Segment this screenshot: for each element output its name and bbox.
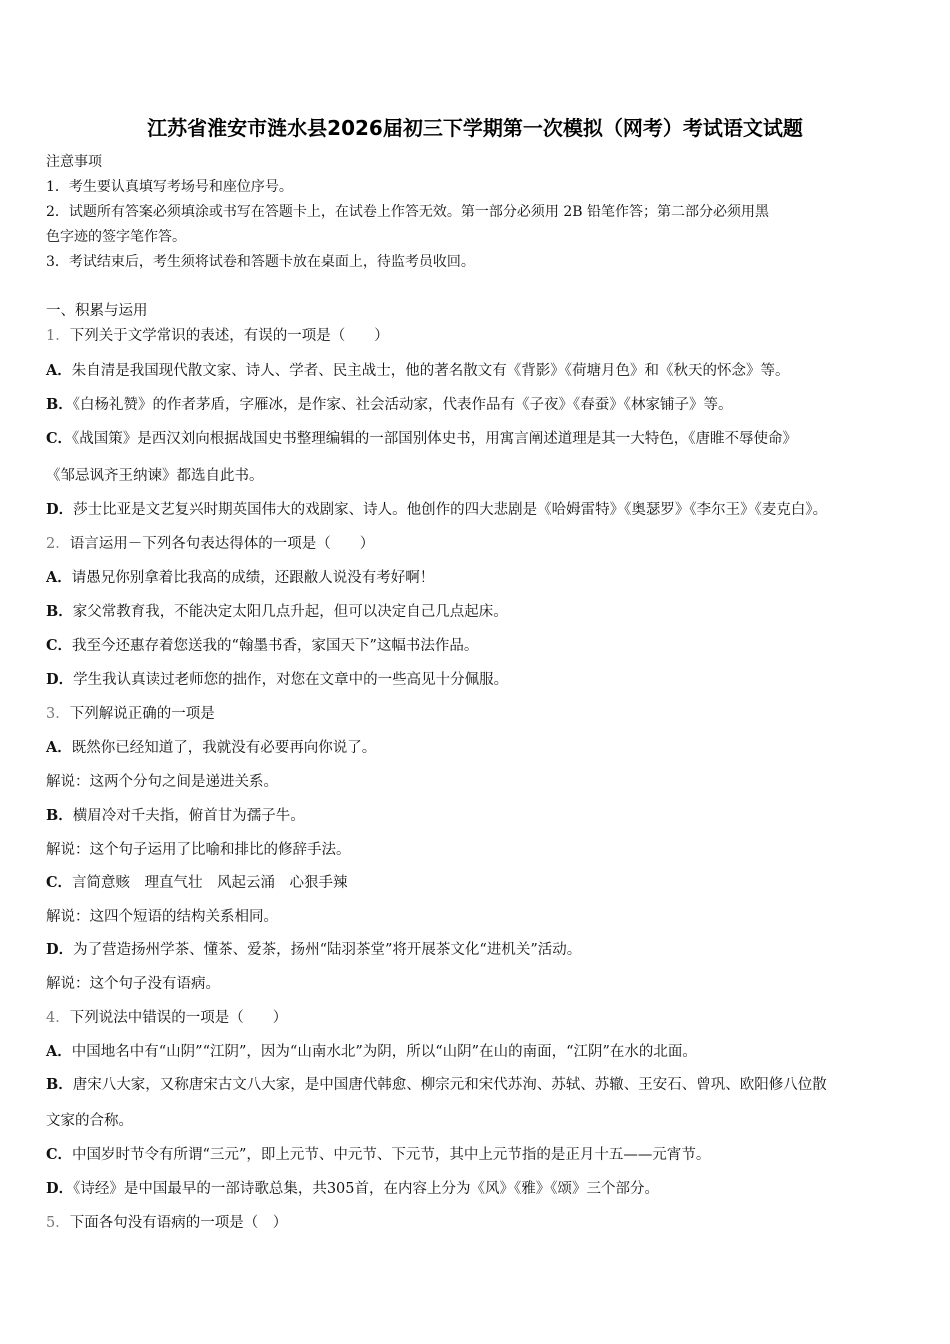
question-2-stem xyxy=(46,534,374,554)
option-label: D． xyxy=(46,1180,74,1197)
option-label: C． xyxy=(46,874,73,891)
question-number: 5． xyxy=(46,1215,70,1231)
option-text: 请愚兄你别拿着比我高的成绩，还跟敝人说没有考好啊！ xyxy=(71,570,435,586)
q3-option-b xyxy=(46,806,305,826)
q4-option-c xyxy=(46,1145,710,1165)
option-label: D． xyxy=(46,671,74,688)
option-label: D． xyxy=(46,941,74,958)
q2-option-a xyxy=(46,568,434,588)
question-number: 3． xyxy=(46,706,70,722)
q1-option-d xyxy=(46,500,827,520)
q2-option-c xyxy=(46,636,478,656)
option-text: 中国岁时节令有所谓“三元”，即上元节、中元节、下元节，其中上元节指的是正月十五——元宵节。 xyxy=(72,1147,711,1163)
q4-option-b-cont: 文家的合称。 xyxy=(46,1113,133,1129)
q1-option-b xyxy=(46,395,733,415)
q2-option-b xyxy=(46,602,508,622)
notice-item-1: 1．考生要认真填写考场号和座位序号。 xyxy=(46,179,293,195)
notice-item-2-cont: 色字迹的签字笔作答。 xyxy=(46,229,186,245)
q1-option-a xyxy=(46,361,790,381)
question-text: 下列解说正确的一项是 xyxy=(69,706,215,722)
option-label: B． xyxy=(46,603,73,620)
option-text: 我至今还惠存着您送我的“翰墨书香，家国天下”这幅书法作品。 xyxy=(72,638,479,654)
q3-option-a-explanation: 解说：这两个分句之间是递进关系。 xyxy=(46,774,278,790)
q3-option-c xyxy=(46,873,348,893)
option-label: C． xyxy=(46,637,73,654)
q1-option-c-cont: 《邹忌讽齐王纳谏》都选自此书。 xyxy=(46,468,264,484)
option-text: 家父常教育我，不能决定太阳几点升起，但可以决定自己几点起床。 xyxy=(72,604,508,620)
question-text: 语言运用－下列各句表达得体的一项是（ ） xyxy=(69,536,375,552)
question-text: 下列关于文学常识的表述，有误的一项是（ ） xyxy=(69,328,389,344)
option-label: A． xyxy=(46,739,72,756)
question-5-stem xyxy=(46,1213,287,1233)
notice-heading: 注意事项 xyxy=(46,154,102,170)
question-number: 1． xyxy=(46,328,70,344)
q3-option-b-explanation: 解说：这个句子运用了比喻和排比的修辞手法。 xyxy=(46,842,351,858)
option-text: 唐宋八大家，又称唐宋古文八大家，是中国唐代韩愈、柳宗元和宋代苏洵、苏轼、苏辙、王安石、曾巩、欧阳修八位散 xyxy=(72,1077,827,1093)
section-heading: 一、积累与运用 xyxy=(46,303,148,319)
option-label: C． xyxy=(46,1146,73,1163)
option-label: A． xyxy=(46,1043,72,1060)
notice-item-2: 2．试题所有答案必须填涂或书写在答题卡上，在试卷上作答无效。第一部分必须用 2B 铅笔作答；第二部分必须用黑 xyxy=(46,204,769,220)
q4-option-b xyxy=(46,1075,827,1095)
option-text: 《战国策》是西汉刘向根据战国史书整理编辑的一部国别体史书，用寓言阐述道理是其一大特色，《唐睢不辱使命》 xyxy=(72,431,798,447)
q3-option-a xyxy=(46,738,376,758)
question-text: 下列说法中错误的一项是（ ） xyxy=(69,1010,288,1026)
exam-title: 江苏省淮安市涟水县2026届初三下学期第一次模拟（网考）考试语文试题 xyxy=(147,116,803,140)
q3-option-c-explanation: 解说：这四个短语的结构关系相同。 xyxy=(46,909,278,925)
option-text: 朱自清是我国现代散文家、诗人、学者、民主战士，他的著名散文有《背影》《荷塘月色》和《秋天的怀念》等。 xyxy=(71,363,790,379)
q4-option-d xyxy=(46,1179,659,1199)
option-label: B． xyxy=(46,807,73,824)
option-label: A． xyxy=(46,569,72,586)
q3-option-d xyxy=(46,940,581,960)
option-label: D． xyxy=(46,501,74,518)
option-label: B． xyxy=(46,396,73,413)
question-text: 下面各句没有语病的一项是（ ） xyxy=(69,1215,288,1231)
option-text: 《诗经》是中国最早的一部诗歌总集，共305首，在内容上分为《风》《雅》《颂》三个部分。 xyxy=(73,1181,660,1197)
option-text: 既然你已经知道了，我就没有必要再向你说了。 xyxy=(71,740,377,756)
option-text: 横眉冷对千夫指，俯首甘为孺子牛。 xyxy=(72,808,305,824)
option-label: A． xyxy=(46,362,72,379)
q3-option-d-explanation: 解说：这个句子没有语病。 xyxy=(46,976,220,992)
option-text: 中国地名中有“山阴”“江阴”，因为“山南水北”为阴，所以“山阴”在山的南面，“江阴”在水的北面。 xyxy=(71,1044,697,1060)
q4-option-a xyxy=(46,1042,697,1062)
option-label: C． xyxy=(46,430,73,447)
option-text: 《白杨礼赞》的作者茅盾，字雁冰，是作家、社会活动家，代表作品有《子夜》《春蚕》《林家铺子》等。 xyxy=(72,397,733,413)
option-text: 为了营造扬州学茶、懂茶、爱茶，扬州“陆羽茶堂”将开展茶文化“进机关”活动。 xyxy=(73,942,582,958)
option-label: B． xyxy=(46,1076,73,1093)
question-3-stem xyxy=(46,704,215,724)
option-text: 莎士比亚是文艺复兴时期英国伟大的戏剧家、诗人。他创作的四大悲剧是《哈姆雷特》《奥瑟罗》《李尔王》《麦克白》。 xyxy=(73,502,828,518)
option-text: 学生我认真读过老师您的拙作，对您在文章中的一些高见十分佩服。 xyxy=(73,672,509,688)
question-4-stem xyxy=(46,1008,287,1028)
question-1-stem xyxy=(46,326,389,346)
notice-item-3: 3．考试结束后，考生须将试卷和答题卡放在桌面上，待监考员收回。 xyxy=(46,254,475,270)
question-number: 2． xyxy=(46,536,70,552)
option-text: 言简意赅 理直气壮 风起云涌 心狠手辣 xyxy=(72,875,348,891)
q1-option-c xyxy=(46,429,797,449)
q2-option-d xyxy=(46,670,508,690)
question-number: 4． xyxy=(46,1010,70,1026)
